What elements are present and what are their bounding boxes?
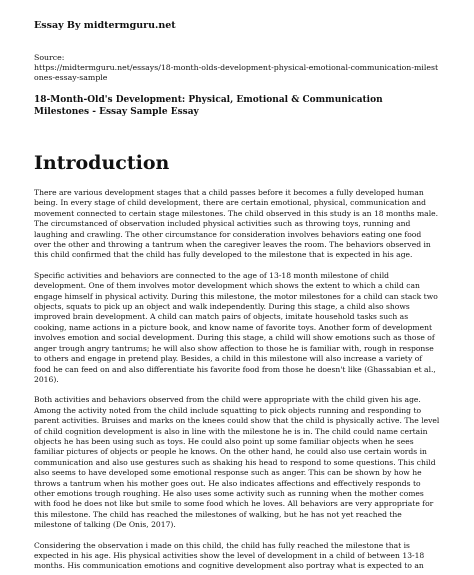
document-title: 18-Month-Old's Development: Physical, Emotional & Communication Milestones - Essay Sample Essay — [34, 95, 383, 117]
paragraph-2: Specific activities and behaviors are connected to the age of 13-18 month milestone of child development. One of them involves motor development which shows the extent to which a child can engage himself in physical activity. During this milestone, the motor milestones for a child can stack two objects, squats to pick up an object and walk independently. During this stage, a child also shows improved brain development. A child can match pairs of objects, imitate household tasks such as cooking, name actions in a picture book, and know name of favorite toys. Another form of development involves emotion and social development. During this stage, a child will show emotions such as those of anger trough angry tantrums; he will also show affection to those he is familiar with, rough in response to others and engage in pretend play. Besides, a child in this milestone will also increase a variety of food he can feed on and also differentiate his favorite food from those he doesn't like (Ghassabian et al., 2016). — [34, 270, 438, 384]
paragraph-4: Considering the observation i made on this child, the child has fully reached the milestone that is expected in his age. His physical activities show the level of development in a child of between 13-18 months. His communication emotions and cognitive development also portray what is expected to an — [34, 540, 425, 571]
essay-header — [34, 20, 440, 31]
paragraph-3: Both activities and behaviors observed from the child were appropriate with the child given his age. Among the activity noted from the child include squatting to pick objects running and responding to parent activities. Bruises and marks on the knees could show that the child is physically active. The level of child cognition development is also in line with the milestone he is in. The child could name certain objects he has been using such as toys. He could also point up some familiar objects when he sees familiar pictures of objects or people he knows. On the other hand, he could also use certain words in communication and also use gestures such as shaking his head to respond to some questions. This child also seems to have developed some emotional response such as anger. This can be shown by how he throws a tantrum when his mother goes out. He also indicates affections and effectively responds to other emotions trough roughing. He also uses some activity such as running when the mother comes with food he does not like but smile to some food which he loves. All behaviors are very appropriate for this milestone. The child has reached the milestones of walking, but he has not yet reached the milestone of talking (De Onis, 2017). — [34, 395, 440, 530]
section-heading-introduction: Introduction — [34, 152, 170, 174]
brand-label: Essay By midtermguru.net — [34, 20, 176, 31]
source-label: Source: — [34, 53, 65, 62]
source-url[interactable]: https://midtermguru.net/essays/18-month-olds-development-physical-emotional-communication-milestones-essay-sample — [34, 63, 439, 82]
source-block — [34, 53, 440, 83]
paragraph-1: There are various development stages that a child passes before it becomes a fully developed human being. In every stage of child development, there are certain emotional, physical, communication and movement connected to certain stage milestones. The child observed in this study is an 18 months male. The circumstanced of observation included physical activities such as throwing toys, running and laughing and crawling. The other circumstance for consideration involves behaviors eating one food over the other and throwing a tantrum when the caregiver leaves the room. The behaviors observed in this child confirmed that the child has fully developed to the milestone that is expected in his age. — [34, 188, 439, 260]
